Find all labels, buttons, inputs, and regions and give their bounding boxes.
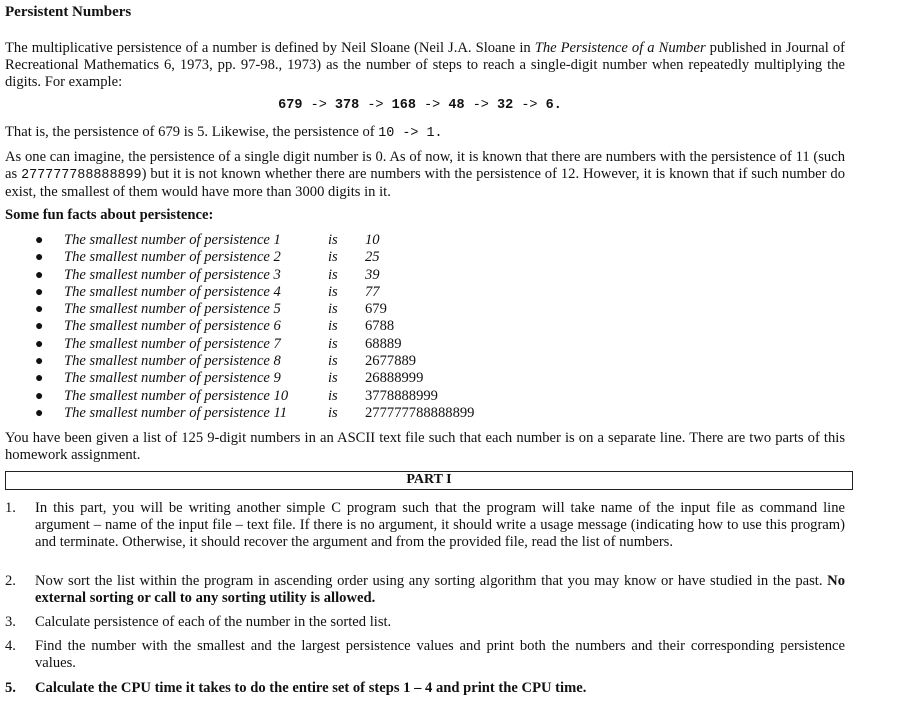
persistence-text: That is, the persistence of 679 is 5. Likewise, the persistence of bbox=[5, 124, 379, 140]
fact-is: is bbox=[328, 387, 338, 404]
step-number: 5. bbox=[5, 680, 16, 696]
fact-value: 39 bbox=[365, 266, 380, 283]
fact-value: 3778888999 bbox=[365, 387, 438, 404]
step-number: 4. bbox=[5, 638, 16, 654]
given-paragraph: You have been given a list of 125 9-digit numbers in an ASCII text file such that each number is on a separate line. There are two parts of this homework assignment. bbox=[5, 430, 845, 463]
fact-is: is bbox=[328, 301, 338, 318]
bullet-icon: ● bbox=[35, 388, 44, 404]
bullet-icon: ● bbox=[35, 302, 44, 318]
fact-value: 25 bbox=[365, 249, 380, 266]
step-text: Find the number with the smallest and the largest persistence values and print both the numbers and their corresponding persistence values. bbox=[35, 638, 845, 671]
step-text-bold: No external sorting or call to any sorting utility is allowed. bbox=[35, 573, 845, 606]
seq-arrow: -> bbox=[521, 98, 538, 113]
seq-value: 6. bbox=[545, 98, 562, 113]
fact-value: 6788 bbox=[365, 318, 395, 335]
fact-text: The smallest number of persistence 6 bbox=[64, 318, 281, 335]
seq-arrow: -> bbox=[472, 98, 489, 113]
bullet-icon: ● bbox=[35, 371, 44, 387]
fact-is: is bbox=[328, 232, 338, 248]
fact-is: is bbox=[328, 283, 338, 300]
fact-value: 26888999 bbox=[365, 370, 424, 387]
single-digit-text-1: As one can imagine, the persistence of a single digit number is 0. As of now, it is known that there are numbers with the persistence of 11 (such as bbox=[5, 149, 845, 182]
seq-arrow: -> bbox=[367, 98, 384, 113]
fact-value: 77 bbox=[365, 283, 380, 300]
fact-text: The smallest number of persistence 7 bbox=[64, 335, 281, 352]
step-text: In this part, you will be writing another simple C program such that the program will take name of the input file as command line argument – name of the input file – text file. If there is no argument, it should write a usage message (indicating how to use this program) and terminate. Otherwise, it should recover the argument and from the provided file, read the list of numbers. bbox=[35, 500, 845, 550]
fact-is: is bbox=[328, 266, 338, 283]
bullet-icon: ● bbox=[35, 233, 44, 248]
seq-arrow: -> bbox=[310, 98, 327, 113]
persistence-sequence bbox=[0, 97, 840, 114]
step-text-plain: Now sort the list within the program in ascending order using any sorting algorithm that you may know or have studied in the past. bbox=[35, 573, 828, 589]
step-number: 2. bbox=[5, 573, 16, 589]
fact-text: The smallest number of persistence 4 bbox=[64, 283, 281, 300]
bullet-icon: ● bbox=[35, 319, 44, 335]
fact-value: 2677889 bbox=[365, 353, 417, 370]
persistence-example-line bbox=[5, 124, 845, 142]
bullet-icon: ● bbox=[35, 284, 44, 300]
fact-text: The smallest number of persistence 11 bbox=[64, 404, 288, 421]
bullet-icon: ● bbox=[35, 354, 44, 370]
fact-is: is bbox=[328, 335, 338, 352]
seq-value: 48 bbox=[448, 98, 465, 113]
fact-value: 68889 bbox=[365, 335, 402, 352]
fact-text: The smallest number of persistence 10 bbox=[64, 387, 289, 404]
bullet-icon: ● bbox=[35, 267, 44, 283]
bullet-icon: ● bbox=[35, 336, 44, 352]
fact-is: is bbox=[328, 404, 338, 421]
page-title: Persistent Numbers bbox=[5, 4, 132, 20]
seq-value: 32 bbox=[497, 98, 514, 113]
fact-text: The smallest number of persistence 8 bbox=[64, 353, 281, 370]
intro-text-2: published in Journal of Recreational Mathematics 6, 1973, pp. 97-98., 1973) as the number of steps to reach a single-digit number when repeatedly multiplying the digits. For example: bbox=[5, 40, 845, 90]
step-text: Calculate the CPU time it takes to do the entire set of steps 1 – 4 and print the CPU time. bbox=[35, 680, 587, 696]
step-text: Calculate persistence of each of the number in the sorted list. bbox=[35, 614, 392, 630]
fact-text: The smallest number of persistence 5 bbox=[64, 301, 281, 318]
fact-text: The smallest number of persistence 3 bbox=[64, 266, 281, 283]
intro-text-1: The multiplicative persistence of a number is defined by Neil Sloane (Neil J.A. Sloane in bbox=[5, 40, 535, 56]
seq-value: 378 bbox=[334, 98, 360, 113]
seq-value: 168 bbox=[391, 98, 416, 113]
bullet-icon: ● bbox=[35, 250, 44, 266]
fact-text: The smallest number of persistence 1 bbox=[64, 232, 281, 248]
part-heading: PART I bbox=[5, 471, 853, 490]
step-number: 3. bbox=[5, 614, 16, 630]
fact-value: 679 bbox=[365, 301, 387, 318]
fact-text: The smallest number of persistence 9 bbox=[64, 370, 281, 387]
fact-value: 10 bbox=[365, 232, 380, 248]
single-digit-text-2: ) but it is not known whether there are numbers with the persistence of 12. However, it is known that if such number do exist, the smallest of them would have more than 3000 digits in it. bbox=[5, 166, 845, 200]
bullet-icon: ● bbox=[35, 405, 44, 421]
step-text bbox=[35, 573, 845, 607]
fact-text: The smallest number of persistence 2 bbox=[64, 249, 281, 266]
step-number: 1. bbox=[5, 500, 16, 516]
book-title: The Persistence of a Number bbox=[534, 40, 706, 56]
fact-is: is bbox=[328, 370, 338, 387]
single-digit-paragraph bbox=[5, 149, 845, 201]
seq-arrow: -> bbox=[424, 98, 441, 113]
intro-paragraph bbox=[5, 40, 845, 91]
single-digit-code: 277777788888899 bbox=[21, 168, 142, 183]
persistence-code: 10 -> 1. bbox=[378, 126, 443, 141]
fact-is: is bbox=[328, 249, 338, 266]
seq-value: 679 bbox=[278, 98, 303, 113]
facts-heading: Some fun facts about persistence: bbox=[5, 207, 214, 223]
fact-value: 277777788888899 bbox=[365, 404, 475, 421]
fact-is: is bbox=[328, 318, 338, 335]
fact-is: is bbox=[328, 353, 338, 370]
